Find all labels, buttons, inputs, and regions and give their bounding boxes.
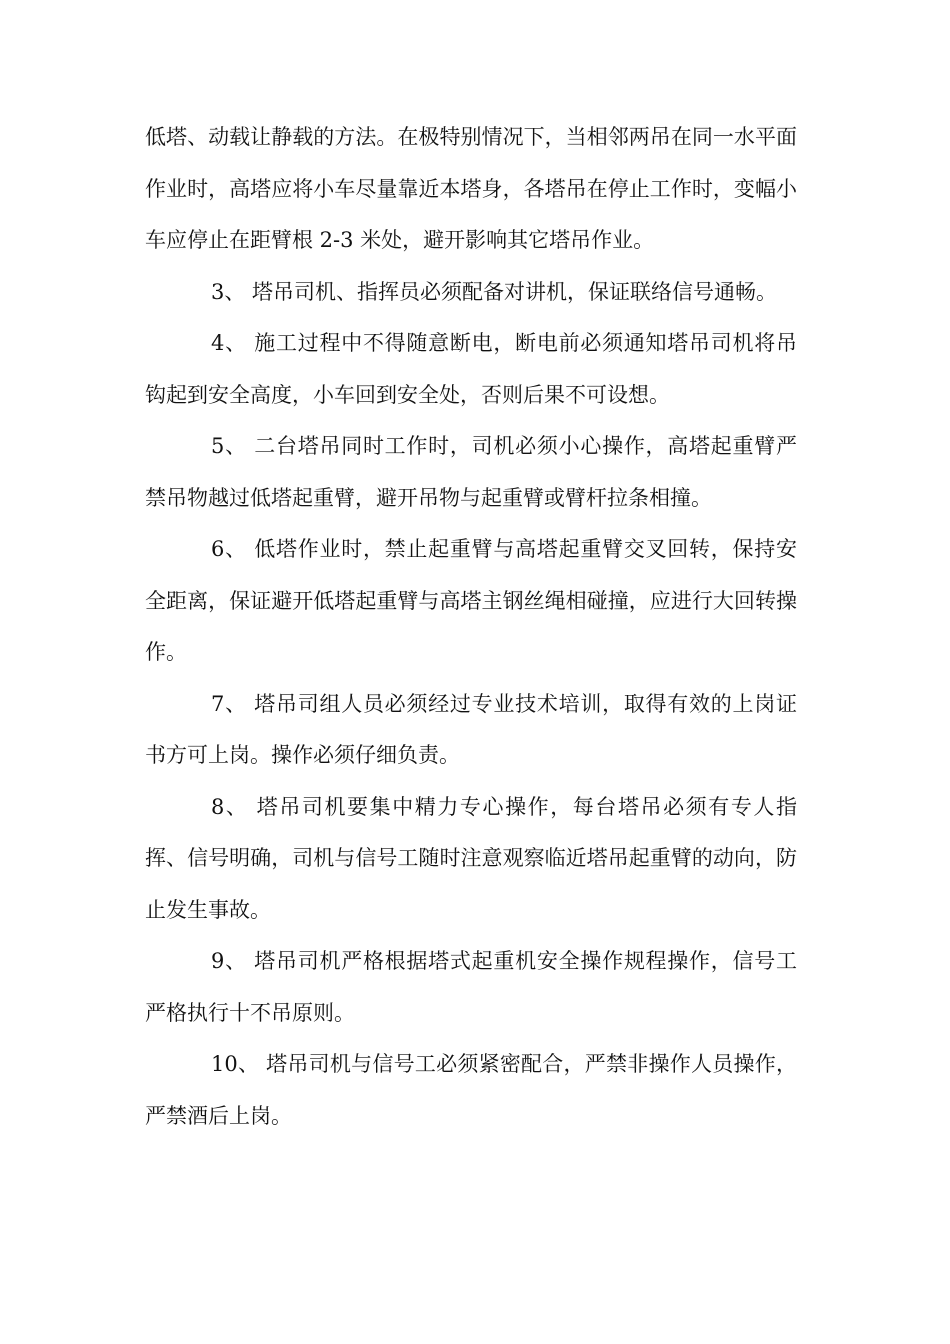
document-body (145, 112, 797, 1142)
paragraph-item-8: 8、 塔吊司机要集中精力专心操作，每台塔吊必须有专人指挥、信号明确，司机与信号工随时注意观察临近塔吊起重臂的动向，防止发生事故。 (145, 794, 797, 922)
paragraph-item-6: 6、 低塔作业时，禁止起重臂与高塔起重臂交叉回转，保持安全距离，保证避开低塔起重臂与高塔主钢丝绳相碰撞，应进行大回转操作。 (145, 537, 797, 664)
paragraph-item-4: 4、 施工过程中不得随意断电，断电前必须通知塔吊司机将吊钩起到安全高度，小车回到安全处，否则后果不可设想。 (145, 331, 797, 407)
paragraph-continuation: 低塔、动载让静载的方法。在极特别情况下，当相邻两吊在同一水平面作业时，高塔应将小车尽量靠近本塔身，各塔吊在停止工作时，变幅小车应停止在距臂根 2-3 米处，避开影响其它塔吊作业。 (145, 125, 797, 252)
paragraph-item-7: 7、 塔吊司组人员必须经过专业技术培训，取得有效的上岗证书方可上岗。操作必须仔细负责。 (145, 691, 797, 767)
paragraph-item-10: 10、 塔吊司机与信号工必须紧密配合，严禁非操作人员操作，严禁酒后上岗。 (145, 1052, 797, 1128)
paragraph-item-9: 9、 塔吊司机严格根据塔式起重机安全操作规程操作，信号工严格执行十不吊原则。 (145, 949, 797, 1025)
paragraph-item-3: 3、 塔吊司机、指挥员必须配备对讲机，保证联络信号通畅。 (211, 279, 778, 304)
paragraph-item-5: 5、 二台塔吊同时工作时，司机必须小心操作，高塔起重臂严禁吊物越过低塔起重臂，避开吊物与起重臂或臂杆拉条相撞。 (145, 434, 797, 510)
